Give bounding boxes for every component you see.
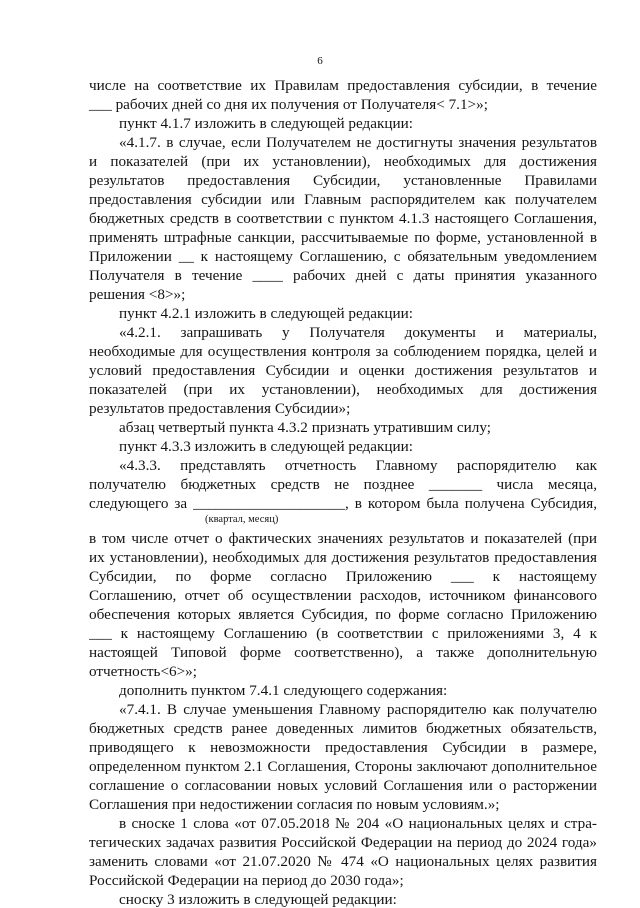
text-line: пункт 4.1.7 изложить в следующей редакции:	[119, 115, 413, 132]
text-line: Соглашения при недостижении согласия по новым условиям.»;	[89, 796, 500, 813]
text-line: условий предоставления Субсидии и оценки достижения результатов и	[89, 362, 597, 379]
text-line: в сноске 1 слова «от 07.05.2018 № 204 «О национальных целях и стра-	[119, 815, 597, 832]
text-line: заменить словами «от 21.07.2020 № 474 «О национальных целях развития	[89, 853, 597, 870]
text-line: бюджетных средств в соответствии с пунктом 4.1.3 настоящего Соглашения,	[89, 210, 597, 227]
text-line: настоящей Типовой форме соответственно), а также дополнительную	[89, 644, 597, 661]
text-line: Приложении __ к настоящему Соглашению, с обязательным уведомлением	[89, 248, 597, 265]
text-line: отчетность<6>»;	[89, 663, 197, 680]
text-line: числе на соответствие их Правилам предоставления субсидии, в течение	[89, 77, 597, 94]
text-line: их установлении), необходимых для достижения результатов предоставления	[89, 549, 597, 566]
text-line: «7.4.1. В случае уменьшения Главному распорядителю как получателю	[119, 701, 597, 718]
text-line: в том числе отчет о фактических значениях результатов и показателей (при	[89, 530, 597, 547]
text-line: сноску 3 изложить в следующей редакции:	[119, 891, 397, 908]
text-line: ___ к настоящему Соглашению (в соответствии с приложениями 3, 4 к	[89, 625, 597, 642]
text-line: «4.1.7. в случае, если Получателем не достигнуты значения результатов	[119, 134, 597, 151]
text-line: результатов предоставления Субсидии»;	[89, 400, 351, 417]
text-line: дополнить пунктом 7.4.1 следующего содержания:	[119, 682, 448, 699]
text-line: бюджетных средств ранее доведенных лимитов бюджетных обязательств,	[89, 720, 597, 737]
text-line: получателю бюджетных средств не позднее _______ числа месяца,	[89, 476, 597, 493]
text-line: «4.3.3. представлять отчетность Главному распорядителю как	[119, 457, 597, 474]
text-line: абзац четвертый пункта 4.3.2 признать утратившим силу;	[119, 419, 491, 436]
text-line: соглашение о согласовании новых условий Соглашения или о расторжении	[89, 777, 597, 794]
text-line: ___ рабочих дней со дня их получения от Получателя< 7.1>»;	[89, 96, 488, 113]
text-line: определенном пунктом 2.1 Соглашения, Стороны заключают дополнительное	[89, 758, 597, 775]
text-line: тегических задачах развития Российской Федерации на период до 2024 года»	[89, 834, 597, 851]
text-line: Российской Федерации на период до 2030 года»;	[89, 872, 404, 889]
text-line: обеспечения которых является Субсидия, по форме согласно Приложению	[89, 606, 597, 623]
text-line: результатов предоставления Субсидии, установленные Правилами	[89, 172, 597, 189]
text-line: решения <8>»;	[89, 286, 186, 303]
text-line: Получателя в течение ____ рабочих дней с даты принятия указанного	[89, 267, 597, 284]
text-line: Субсидии, по форме согласно Приложению ___ к настоящему	[89, 568, 597, 585]
text-line: пункт 4.2.1 изложить в следующей редакции:	[119, 305, 413, 322]
text-line: необходимые для осуществления контроля за соблюдением порядка, целей и	[89, 343, 597, 360]
text-line: Соглашению, отчет об осуществлении расходов, источником финансового	[89, 587, 597, 604]
text-line: применять штрафные санкции, рассчитываемые по форме, установленной в	[89, 229, 597, 246]
text-line: следующего за ____________________, в котором была получена Субсидия,	[89, 495, 597, 512]
text-line: приводящего к невозможности предоставления Субсидии в размере,	[89, 739, 597, 756]
text-line: и показателей (при их установлении), необходимых для достижения	[89, 153, 597, 170]
text-line: предоставления субсидии или Главным распорядителем как получателем	[89, 191, 597, 208]
blank-caption: (квартал, месяц)	[205, 514, 279, 525]
text-line: пункт 4.3.3 изложить в следующей редакции:	[119, 438, 413, 455]
page-number: 6	[317, 55, 323, 67]
text-line: «4.2.1. запрашивать у Получателя документы и материалы,	[119, 324, 597, 341]
text-line: показателей (при их установлении), необходимых для достижения	[89, 381, 597, 398]
